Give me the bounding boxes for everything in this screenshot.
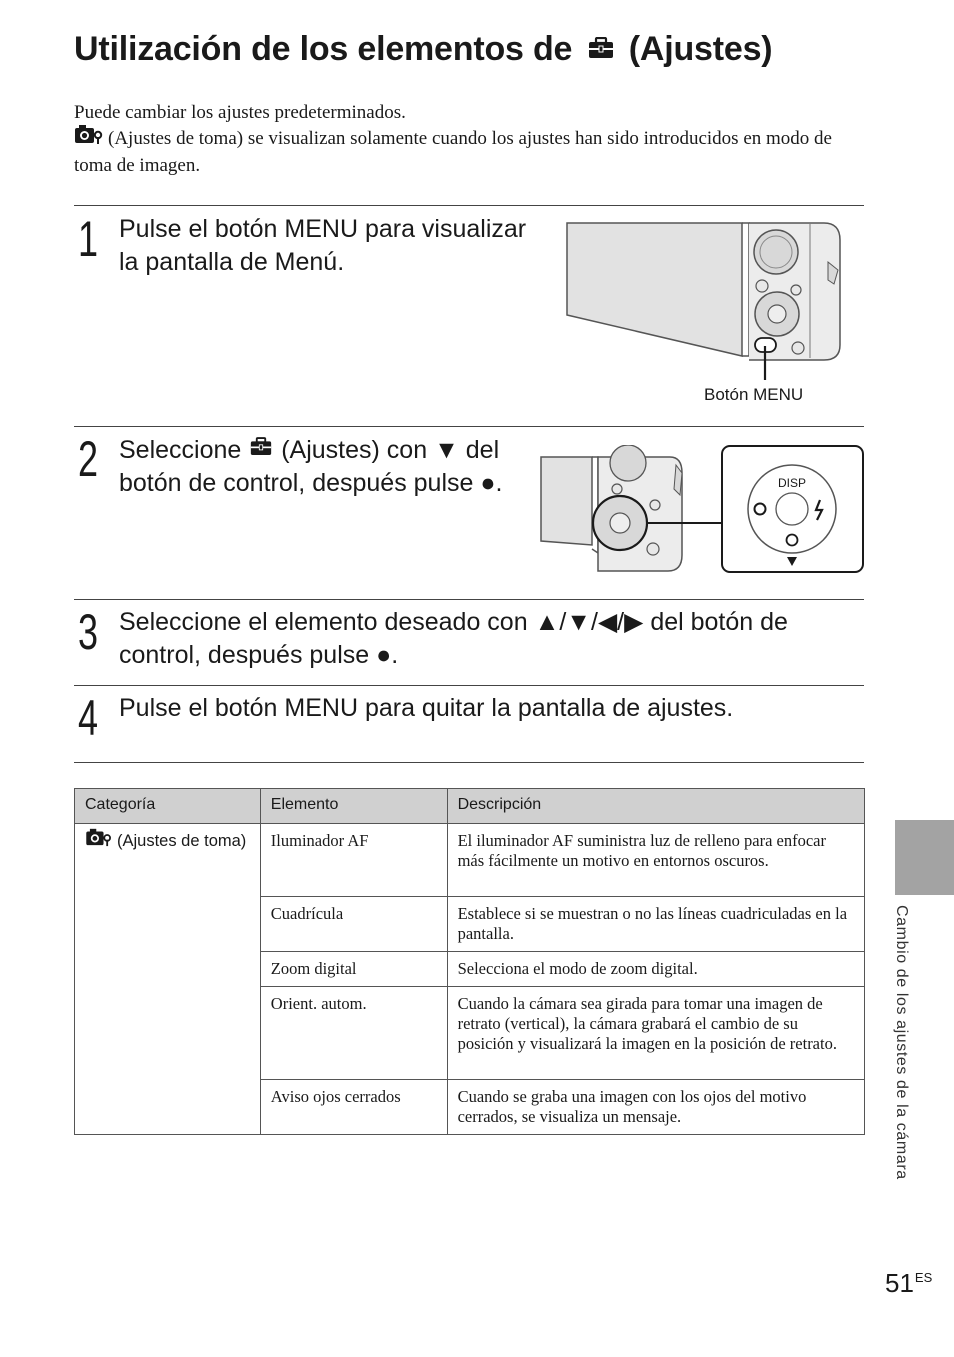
toolbox-icon [250, 432, 272, 465]
direction-arrows-icon: ▲/▼/◀/▶ [534, 608, 644, 636]
element-cell: Orient. autom. [260, 987, 447, 1080]
camera-back-illustration [566, 220, 846, 385]
intro-line-2: (Ajustes de toma) se visualizan solamente cuando los ajustes han sido introducidos en modo de toma de imagen. [74, 126, 874, 179]
step-1-text: Pulse el botón MENU para visualizar la pantalla de Menú. [119, 215, 527, 276]
header-category: Categoría [75, 789, 261, 824]
description-cell: Cuando se graba una imagen con los ojos del motivo cerrados, se visualiza un mensaje. [447, 1080, 864, 1135]
divider [74, 762, 864, 763]
header-description: Descripción [447, 789, 864, 824]
settings-table [74, 788, 865, 1135]
step-2-number: 2 [78, 431, 99, 487]
table-header-row [75, 789, 865, 824]
step-4-number: 4 [78, 690, 99, 746]
step-2-text: Seleccione (Ajustes) con ▼ del botón de control, después pulse ●. [119, 434, 504, 500]
toolbox-icon [588, 29, 614, 68]
description-cell: El iluminador AF suministra luz de relleno para enfocar más fácilmente un motivo en entornos oscuros. [447, 824, 864, 897]
intro-text [74, 100, 874, 179]
menu-button-caption: Botón MENU [704, 385, 804, 404]
down-arrow-icon: ▼ [434, 436, 459, 464]
camera-settings-icon [85, 827, 113, 853]
description-cell: Selecciona el modo de zoom digital. [447, 952, 864, 987]
divider [74, 205, 864, 206]
disp-label: DISP [777, 476, 807, 490]
divider [74, 685, 864, 686]
page-number: $51^{ES}$ [885, 1268, 933, 1298]
page-title [74, 30, 772, 69]
divider [74, 426, 864, 427]
intro-line-1: Puede cambiar los ajustes predeterminados. [74, 102, 406, 123]
chapter-title: Cambio de los ajustes de la cámara [893, 905, 910, 1180]
element-cell: Cuadrícula [260, 897, 447, 952]
center-button-icon: ● [480, 469, 496, 497]
description-cell: Establece si se muestran o no las líneas cuadriculadas en la pantalla. [447, 897, 864, 952]
table-row [75, 824, 865, 897]
element-cell: Zoom digital [260, 952, 447, 987]
element-cell: Iluminador AF [260, 824, 447, 897]
step-3-number: 3 [78, 604, 99, 660]
control-button-illustration [540, 445, 865, 575]
category-cell: (Ajustes de toma) [75, 824, 261, 1135]
header-element: Elemento [260, 789, 447, 824]
step-4-text: Pulse el botón MENU para quitar la pantalla de ajustes. [119, 694, 734, 722]
divider [74, 599, 864, 600]
element-cell: Aviso ojos cerrados [260, 1080, 447, 1135]
title-text: Utilización de los elementos de [74, 30, 573, 68]
step-1-number: 1 [78, 211, 99, 267]
camera-settings-icon [74, 123, 104, 153]
center-button-icon: ● [376, 641, 392, 669]
description-cell: Cuando la cámara sea girada para tomar una imagen de retrato (vertical), la cámara grabará el cambio de su posición y visualizará la imagen en la posición de retrato. [447, 987, 864, 1080]
language-code: ES [914, 1270, 933, 1285]
chapter-tab [895, 820, 954, 895]
step-3-text: Seleccione el elemento deseado con ▲/▼/◀/▶ del botón de control, después pulse ●. [119, 606, 859, 672]
title-suffix: (Ajustes) [628, 30, 773, 68]
